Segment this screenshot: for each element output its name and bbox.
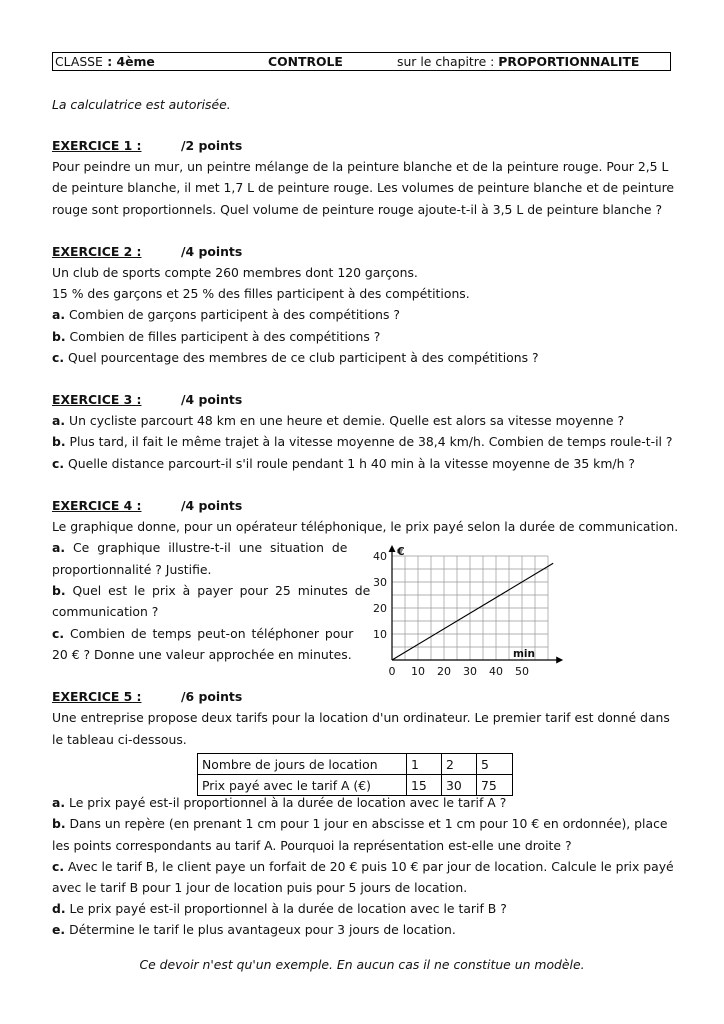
ex2-question-b: b. Combien de filles participent à des compétitions ? <box>52 329 381 344</box>
ex5-question-b-1: b. Dans un repère (en prenant 1 cm pour 1 jour en abscisse et 1 cm pour 10 € en ordonnée), place <box>52 816 668 831</box>
ex5-line-2: le tableau ci-dessous. <box>52 732 187 747</box>
x-tick-label: 50 <box>515 665 529 678</box>
header-classe: CLASSE : 4ème <box>55 54 155 69</box>
ex1-line-1: Pour peindre un mur, un peintre mélange de la peinture blanche et de la peinture rouge. Pour 2,5 L <box>52 159 669 174</box>
y-tick-label: 20 <box>373 602 387 615</box>
ex5-title: EXERCICE 5 : <box>52 689 142 704</box>
x-tick-label: 20 <box>437 665 451 678</box>
ex5-question-b-2: les points correspondants au tarif A. Pourquoi la représentation est-elle une droite ? <box>52 838 572 853</box>
ex5-question-a: a. Le prix payé est-il proportionnel à la durée de location avec le tarif A ? <box>52 795 507 810</box>
ex2-title: EXERCICE 2 : <box>52 244 142 259</box>
ex4-question-a-2: proportionnalité ? Justifie. <box>52 562 212 577</box>
table-cell: 75 <box>477 775 513 796</box>
ex3-question-b: b. Plus tard, il fait le même trajet à la vitesse moyenne de 38,4 km/h. Combien de temps roule-t-il ? <box>52 434 673 449</box>
ex2-line-2: 15 % des garçons et 25 % des filles participent à des compétitions. <box>52 286 470 301</box>
price-duration-chart <box>360 542 570 682</box>
ex1-title: EXERCICE 1 : <box>52 138 142 153</box>
y-tick-label: 40 <box>373 550 387 563</box>
ex2-line-1: Un club de sports compte 260 membres dont 120 garçons. <box>52 265 418 280</box>
x-tick-label: 10 <box>411 665 425 678</box>
intro-text: La calculatrice est autorisée. <box>52 97 231 112</box>
y-tick-label: 30 <box>373 576 387 589</box>
ex4-question-c-1: c. Combien de temps peut-on téléphoner pour <box>52 626 354 641</box>
x-axis-arrow <box>556 657 563 664</box>
ex4-question-b-2: communication ? <box>52 604 159 619</box>
ex1-points: /2 points <box>181 138 243 153</box>
table-cell: Prix payé avec le tarif A (€) <box>198 775 407 796</box>
ex3-title: EXERCICE 3 : <box>52 392 142 407</box>
ex3-points: /4 points <box>181 392 243 407</box>
table-row <box>198 754 513 775</box>
table-cell: 2 <box>442 754 477 775</box>
x-tick-label: 30 <box>463 665 477 678</box>
ex2-question-c: c. Quel pourcentage des membres de ce club participent à des compétitions ? <box>52 350 539 365</box>
table-cell: 15 <box>407 775 442 796</box>
header-chapitre: sur le chapitre : PROPORTIONNALITE <box>397 54 640 69</box>
ex2-points: /4 points <box>181 244 243 259</box>
table-cell: 5 <box>477 754 513 775</box>
ex5-line-1: Une entreprise propose deux tarifs pour la location d'un ordinateur. Le premier tarif est donné dans <box>52 710 670 725</box>
y-axis-arrow <box>389 545 396 552</box>
ex5-question-c-1: c. Avec le tarif B, le client paye un forfait de 20 € puis 10 € par jour de location. Calcule le prix payé <box>52 859 674 874</box>
header-controle: CONTROLE <box>268 54 343 69</box>
table-cell: 1 <box>407 754 442 775</box>
y-axis-label: € <box>397 545 405 558</box>
table-row <box>198 775 513 796</box>
ex1-line-2: de peinture blanche, il met 1,7 L de peinture rouge. Les volumes de peinture blanche et de peinture <box>52 180 675 195</box>
ex2-question-a: a. Combien de garçons participent à des compétitions ? <box>52 307 401 322</box>
series-line <box>392 563 553 660</box>
table-cell: Nombre de jours de location <box>198 754 407 775</box>
ex5-points: /6 points <box>181 689 243 704</box>
ex3-question-a: a. Un cycliste parcourt 48 km en une heure et demie. Quelle est alors sa vitesse moyenne ? <box>52 413 625 428</box>
footer-note: Ce devoir n'est qu'un exemple. En aucun cas il ne constitue un modèle. <box>139 957 585 972</box>
tarif-a-table <box>197 753 513 796</box>
table-cell: 30 <box>442 775 477 796</box>
ex4-points: /4 points <box>181 498 243 513</box>
y-tick-label: 10 <box>373 628 387 641</box>
ex5-question-d: d. Le prix payé est-il proportionnel à la durée de location avec le tarif B ? <box>52 901 507 916</box>
ex3-question-c: c. Quelle distance parcourt-il s'il roule pendant 1 h 40 min à la vitesse moyenne de 35 km/h ? <box>52 456 635 471</box>
header-box <box>52 52 671 71</box>
ex4-question-b-1: b. Quel est le prix à payer pour 25 minutes de <box>52 583 371 598</box>
ex5-question-c-2: avec le tarif B pour 1 jour de location puis pour 5 jours de location. <box>52 880 468 895</box>
x-tick-label: 40 <box>489 665 503 678</box>
ex4-title: EXERCICE 4 : <box>52 498 142 513</box>
ex5-question-e: e. Détermine le tarif le plus avantageux pour 3 jours de location. <box>52 922 456 937</box>
ex4-question-a-1: a. Ce graphique illustre-t-il une situation de <box>52 540 348 555</box>
x-tick-label: 0 <box>388 665 396 678</box>
ex1-line-3: rouge sont proportionnels. Quel volume de peinture rouge ajoute-t-il à 3,5 L de peinture blanche ? <box>52 202 663 217</box>
ex4-question-c-2: 20 € ? Donne une valeur approchée en minutes. <box>52 647 352 662</box>
ex4-line-1: Le graphique donne, pour un opérateur téléphonique, le prix payé selon la durée de communication. <box>52 519 679 534</box>
x-axis-label: min <box>512 648 535 660</box>
